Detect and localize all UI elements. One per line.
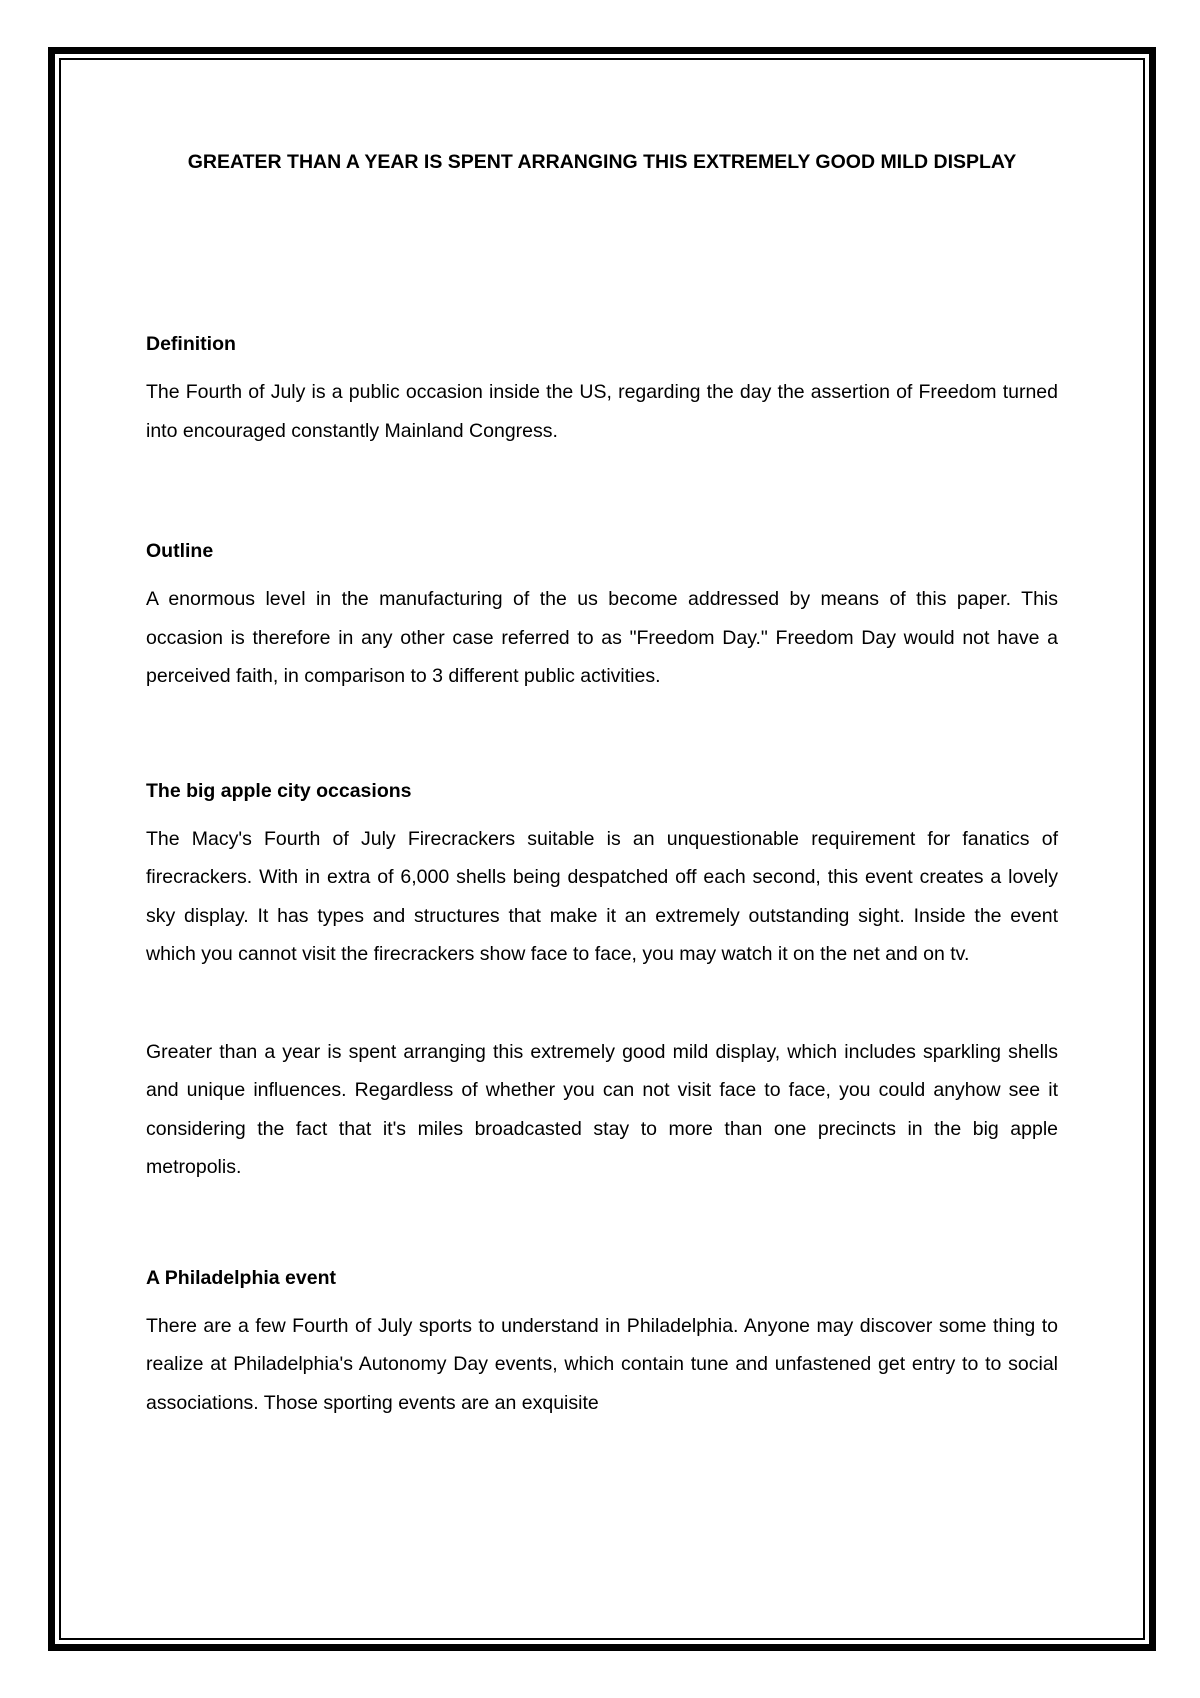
document-body: [146, 143, 1058, 1422]
heading-definition: Definition: [146, 333, 236, 355]
heading-philadelphia-event: A Philadelphia event: [146, 1266, 336, 1289]
paragraph-light-display: Greater than a year is spent arranging this extremely good mild display, which includes sparkling shells and unique influences. Regardless of whether you can not visit face to face, you could anyhow see it considering the fact that it's miles broadcasted stay to more than one precincts in the big apple metropolis.: [146, 1040, 1058, 1178]
paragraph-definition: The Fourth of July is a public occasion inside the US, regarding the day the assertion of Freedom turned into encouraged constantly Mainland Congress.: [146, 381, 1058, 442]
heading-outline: Outline: [146, 540, 214, 562]
paragraph-outline: A enormous level in the manufacturing of the us become addressed by means of this paper. This occasion is therefore in any other case referred to as "Freedom Day." Freedom Day would not have a perceived faith, in comparison to 3 different public activities.: [146, 588, 1058, 687]
document-title: GREATER THAN A YEAR IS SPENT ARRANGING THIS EXTREMELY GOOD MILD DISPLAY: [187, 151, 1017, 173]
heading-new-york-events: The big apple city occasions: [146, 779, 412, 802]
paragraph-macys-fireworks: The Macy's Fourth of July Firecrackers suitable is an unquestionable requirement for fanatics of firecrackers. With in extra of 6,000 shells being despatched off each second, this event creates a lovely sky display. It has types and structures that make it an extremely outstanding sight. Inside the event which you cannot visit the firecrackers show face to face, you may watch it on the net and on tv.: [146, 827, 1058, 965]
paragraph-philadelphia: There are a few Fourth of July sports to understand in Philadelphia. Anyone may discover some thing to realize at Philadelphia's Autonomy Day events, which contain tune and unfastened get entry to to social associations. Those sporting events are an exquisite: [146, 1314, 1058, 1414]
